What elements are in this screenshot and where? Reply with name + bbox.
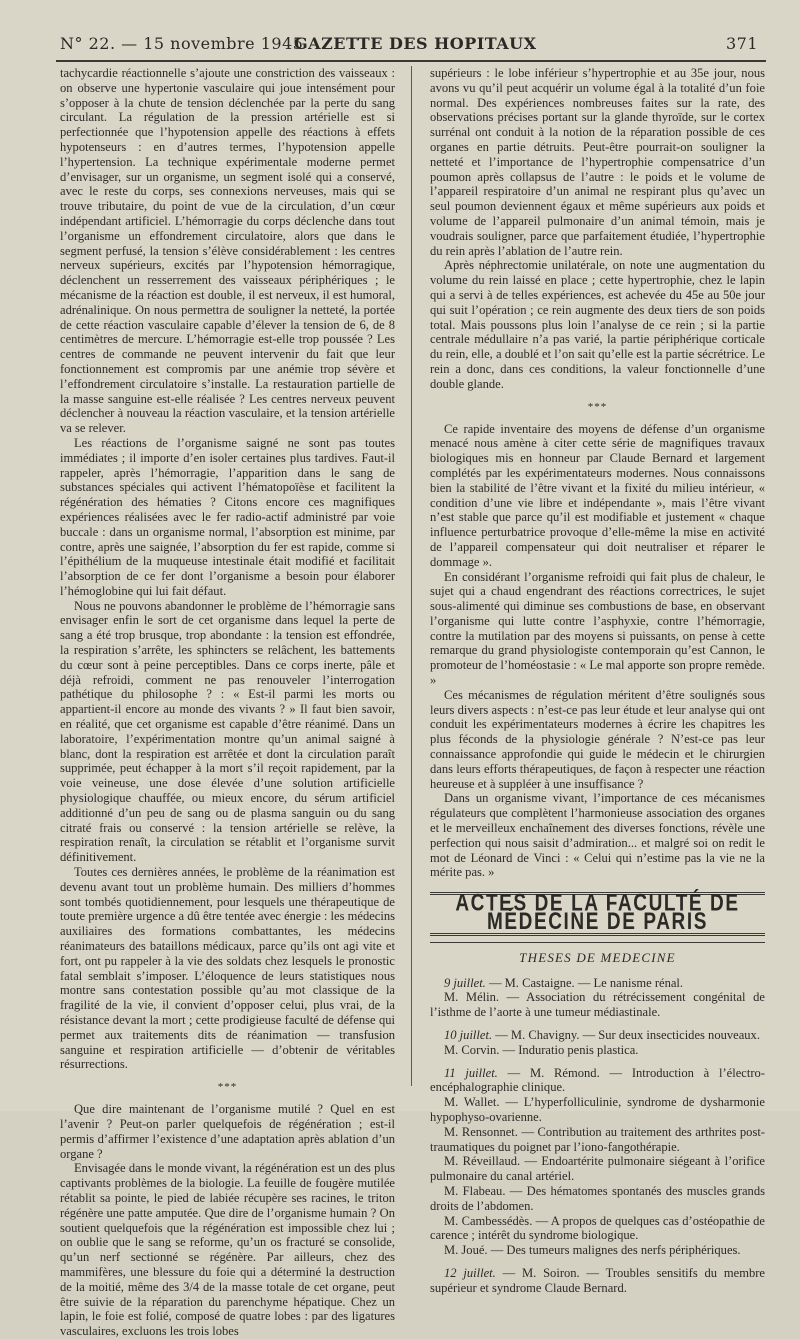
thesis-entry bbox=[430, 1266, 765, 1296]
journal-title: GAZETTE DES HOPITAUX bbox=[294, 34, 537, 53]
paragraph: Après néphrectomie unilatérale, on note une augmentation du volume du rein laissé en place ; cette hypertrophie, chez le lapin qui a servi à de telles expériences, est achevée du 45e au 50e jour qui suit l’opération ; ce rein augmente des deux tiers de son poids total. Mais poussons plus loin l’analyse de ce rein ; si la partie centrale médullaire n’a pas varié, la partie périphérique corticale du rein, elle, a doublé et l’on sait qu’elle est la partie sécrétrice. Le rein a donc, dans ces conditions, la valeur fonctionnelle d’une double glande. bbox=[430, 258, 765, 391]
section-rule bbox=[430, 942, 765, 943]
thesis-entry: M. Joué. — Des tumeurs malignes des nerfs périphériques. bbox=[444, 1243, 741, 1258]
thesis-entry: M. Rensonnet. — Contribution au traitement des arthrites post-traumatiques du poignet par l’iono-fangothérapie. bbox=[430, 1124, 765, 1154]
column-divider bbox=[411, 66, 412, 1086]
paragraph: Que dire maintenant de l’organisme mutilé ? Quel en est l’avenir ? Peut-on parler quelquefois de régénération ; est-il permis d’affirmer l’existence d’une adaptation après ablation d’un organe ? bbox=[60, 1102, 395, 1161]
paragraph: Nous ne pouvons abandonner le problème de l’hémorragie sans envisager enfin le sort de cet organisme dans lequel la perte de sang a été trop brusque, trop abondante : la tension est effondrée, la respiration s’arrête, les sphincters se relâchent, les battements du cœur sont à peine perceptibles. Dans ce corps inerte, pâle et déjà refroidi, comment ne pas renouveler l’interrogation pathétique du philosophe ? : « Est-il parmi les morts ou appartient-il encore au monde des vivants ? » Il faut bien savoir, en réalité, que cet organisme est capable d’être réanimé. Dans un laboratoire, l’expérimentation montre qu’un animal saigné à blanc, dont la respiration est arrêtée et dont la circulation paraît supprimée, peut échapper à la mort s’il reçoit rapidement, par la voie veineuse, une dose élevée d’une solution artificielle physiologique chauffée, ou mieux encore, du sérum artificiel additionné d’un peu de sang ou de plasma sanguin ou du sang citraté frais ou conservé : la tension artérielle se relève, la respiration renaît, la circulation se rétablit et l’organisme survit définitivement. bbox=[60, 598, 395, 865]
thesis-day bbox=[430, 1266, 765, 1296]
right-column bbox=[430, 66, 765, 1296]
thesis-day bbox=[430, 976, 765, 1020]
thesis-date: 12 juillet. bbox=[444, 1265, 496, 1280]
thesis-date: 9 juillet. bbox=[444, 975, 486, 990]
thesis-date: 10 juillet. bbox=[444, 1028, 493, 1043]
thesis-entry: M. Corvin. — Induratio penis plastica. bbox=[444, 1042, 639, 1057]
paragraph: Envisagée dans le monde vivant, la régénération est un des plus captivants problèmes de la biologie. La feuille de fougère mutilée rétablit sa pointe, le pied de labiée récupère ses racines, le triton régénère une patte amputée. Que dire de l’organisme humain ? On soutient quelquefois que la régénération est impossible chez lui ; on oublie que le sang se reforme, qu’un os fracturé se consolide, qu’un nerf sectionné se régénère. Par ailleurs, chez des mammifères, une blessure du foie qui a déterminé la destruction de la moitié, même des 3/4 de la masse totale de cet organe, peut être suivie de la réparation du parenchyme hépatique. Chez un lapin, le foie est folié, composé de quatre lobes : par des ligatures vasculaires, excluons les trois lobes bbox=[60, 1161, 395, 1339]
paragraph: En considérant l’organisme refroidi qui fait plus de chaleur, le sujet qui a chaud engendrant des réactions correctrices, le sujet sous-alimenté qui diminue ses combustions de base, en observant l’organisme qui lutte contre l’asphyxie, contre l’hémorragie, contre la mutilation par des moyens si puissants, on pense à cette remarque du grand physiologiste contemporain qu’est Cannon, le promoteur de l’homéostasie : « Le mal apporte son propre remède. » bbox=[430, 569, 765, 688]
page-header bbox=[56, 28, 768, 58]
thesis-day bbox=[430, 1066, 765, 1258]
thesis-text: — M. Castaigne. — Le nanisme rénal. bbox=[488, 975, 684, 990]
paragraph: supérieurs : le lobe inférieur s’hypertrophie et au 35e jour, nous avons vu qu’il peut acquérir un volume égal à la totalité d’un foie normal. Des expériences nombreuses faites sur la rate, des observations précises portant sur la glande thyroïde, sur le cortex surrénal ont conduit à la notion de la réparation possible de ces organes en partie détruits. Peut-être pourrait-on souligner la netteté et l’importance de l’hypertrophie compensatrice d’un poumon après collapsus de l’autre : le poids et le volume de l’appareil respiratoire d’un animal ne respirant plus qu’avec un seul poumon deviennent égaux et même supérieurs aux poids et volume de l’appareil pulmonaire d’un animal témoin, mais je voudrais souligner, parce que parfaitement étudiée, l’hypertrophie du rein après l’ablation de l’autre rein. bbox=[430, 66, 765, 258]
thesis-text: — M. Soiron. — Troubles sensitifs du membre supérieur et syndrome Claude Bernard. bbox=[430, 1265, 766, 1295]
paragraph: Toutes ces dernières années, le problème de la réanimation est devenu avant tout un problème humain. Des milliers d’hommes sont tombés quotidiennement, pour lesquels une thérapeutique de toute première urgence a dû être tentée avec énergie : les médecins auxiliaires des formations combattantes, les médecins réanimateurs des bataillons médicaux, parce qu’ils ont agi vite et fort, ont pu rappeler à la vie des soldats chez lesquels le pronostic fatal semblait s’imposer. L’éloquence de leurs statistiques nous montre sans contestation possible qu’au mot classique de la fragilité de la vie, il convient d’opposer celui, plus vrai, de la résistance devant la mort ; cette prodigieuse faculté de défense qui permet aux traitements dits de réanimation — transfusion sanguine et respiration artificielle — d’obtenir de véritables résurrections. bbox=[60, 865, 395, 1072]
thesis-entry: M. Réveillaud. — Endoartérite pulmonaire siégeant à l’orifice pulmonaire du canal artériel. bbox=[430, 1154, 765, 1184]
theses-title: THESES DE MEDECINE bbox=[519, 949, 676, 965]
thesis-entry bbox=[430, 976, 765, 991]
thesis-entry: M. Wallet. — L’hyperfolliculinie, syndrome de dysharmonie hypophyso-ovarienne. bbox=[430, 1095, 765, 1124]
thesis-text: — M. Chavigny. — Sur deux insecticides nouveaux. bbox=[495, 1028, 760, 1043]
paragraph: Dans un organisme vivant, l’importance de ces mécanismes régulateurs que complètent l’harmonieuse association des organes et le merveilleux enchaînement des diverses fonctions, révèle une perfection qui nous saisit d’admiration... et malgré soi on redit le mot de Léonard de Vinci : « Celui qui n’estime pas la vie ne la mérite pas. » bbox=[430, 791, 765, 880]
header-rule bbox=[56, 60, 766, 62]
section-separator: *** bbox=[217, 1081, 238, 1094]
thesis-text: — M. Rémond. — Introduction à l’électro-encéphalographie clinique. bbox=[430, 1065, 765, 1095]
thesis-date: 11 juillet. bbox=[444, 1065, 498, 1080]
paragraph: Ces mécanismes de régulation méritent d’être soulignés sous leurs divers aspects : n’est-ce pas leur étude et leur analyse qui ont conduit les expérimentateurs modernes à écrire les chapitres les plus féconds de la physiologie générale ? N’est-ce pas leur connaissance approfondie qui guide le médecin et le chirurgien dans leurs efforts thérapeutiques, de façon à respecter une réaction heureuse et à suppléer à une insuffisance ? bbox=[430, 687, 765, 791]
thesis-entry bbox=[430, 1028, 765, 1043]
paragraph: Les réactions de l’organisme saigné ne sont pas toutes immédiates ; il importe d’en isoler certaines plus tardives. Faut-il rappeler, après l’hémorragie, l’apparition dans le sang de substances spéciales qui activent l’hématopoïèse et facilitent la régénération des hématies ? Citons encore ces magnifiques expériences réalisées avec le fer radio-actif administré par voie buccale : dans un organisme normal, l’absorption est minime, par contre, après une saignée, l’absorption du fer est rapide, comme si l’épithélium de la muqueuse intestinale était modifié et facilitait l’absorption de ce fer dont l’organisme a besoin pour élaborer l’hémoglobine qui lui fait défaut. bbox=[60, 435, 395, 598]
section-separator: *** bbox=[587, 400, 608, 413]
thesis-entry: M. Flabeau. — Des hématomes spontanés des muscles grands droits de l’abdomen. bbox=[430, 1183, 765, 1213]
left-column bbox=[60, 66, 395, 1339]
thesis-day bbox=[430, 1028, 765, 1058]
issue-info: N° 22. — 15 novembre 1945 bbox=[60, 34, 304, 53]
paragraph: Ce rapide inventaire des moyens de défense d’un organisme menacé nous amène à citer cette série de magnifiques travaux biologiques mis en honneur par Claude Bernard et largement complétés par les expérimentateurs modernes. Nous connaissons bien la stabilité de l’être vivant et la fixité du milieu intérieur, « condition d’une vie libre et indépendante », mais l’être vivant n’est stable que parce qu’il est modifiable et justement « chaque influence perturbatrice provoque d’elle-même la mise en activité de l’appareil compensateur qui doit neutraliser et réparer le dommage ». bbox=[430, 421, 765, 569]
thesis-entry: M. Cambessédès. — A propos de quelques cas d’ostéopathie de carence ; intérêt du syndrome biologique. bbox=[430, 1213, 765, 1243]
faculty-section-banner bbox=[430, 892, 765, 936]
page-number: 371 bbox=[725, 34, 758, 53]
thesis-entry bbox=[430, 1066, 765, 1096]
section-title: ACTES DE LA FACULTÉ DE MÉDECINE DE PARIS bbox=[455, 890, 740, 936]
thesis-entry: M. Mélin. — Association du rétrécissement congénital de l’isthme de l’aorte à une tumeur médiastinale. bbox=[430, 990, 765, 1020]
paragraph: tachycardie réactionnelle s’ajoute une constriction des vaisseaux : on observe une hypertonie vasculaire qui joue intensément pour s’opposer à la chute de tension déclenchée par la perte du sang circulant. La régulation de la pression artérielle est si perfectionnée que l’hypotension appelle des réactions à effets hypotenseurs : en d’autres termes, l’hypotension appelle l’hypertension. La technique expérimentale moderne permet d’envisager, sur un organisme, un segment isolé qui a conservé, avec le reste du corps, ses connexions nerveuses, mais qui se trouve tributaire, du point de vue de la circulation, d’un cœur indépendant artificiel. L’hémorragie du corps déclenche dans tout l’organisme un effondrement circulatoire, alors que dans le segment perfusé, la tension s’élève considérablement : les centres nerveux supérieurs, excités par l’hypotension hémorragique, déclenchent un resserrement des vaisseaux périphériques ; le mécanisme de la réaction est double, il est nerveux, il est humoral, adrénalinique. On nous permettra de souligner la netteté, la portée de cette réaction vasculaire capable d’élever la tension de 6, de 8 centimètres de mercure. L’hémorragie est-elle trop poussée ? Les centres de commande ne peuvent intervenir du fait que leur fonctionnement est compromis par une anémie trop sévère et l’effondrement circulatoire s’installe. La restauration partielle de la masse sanguine est-elle réalisée ? Les centres nerveux peuvent déclencher à nouveau la réaction vasculaire, et la tension artérielle va se relever. bbox=[60, 66, 395, 436]
